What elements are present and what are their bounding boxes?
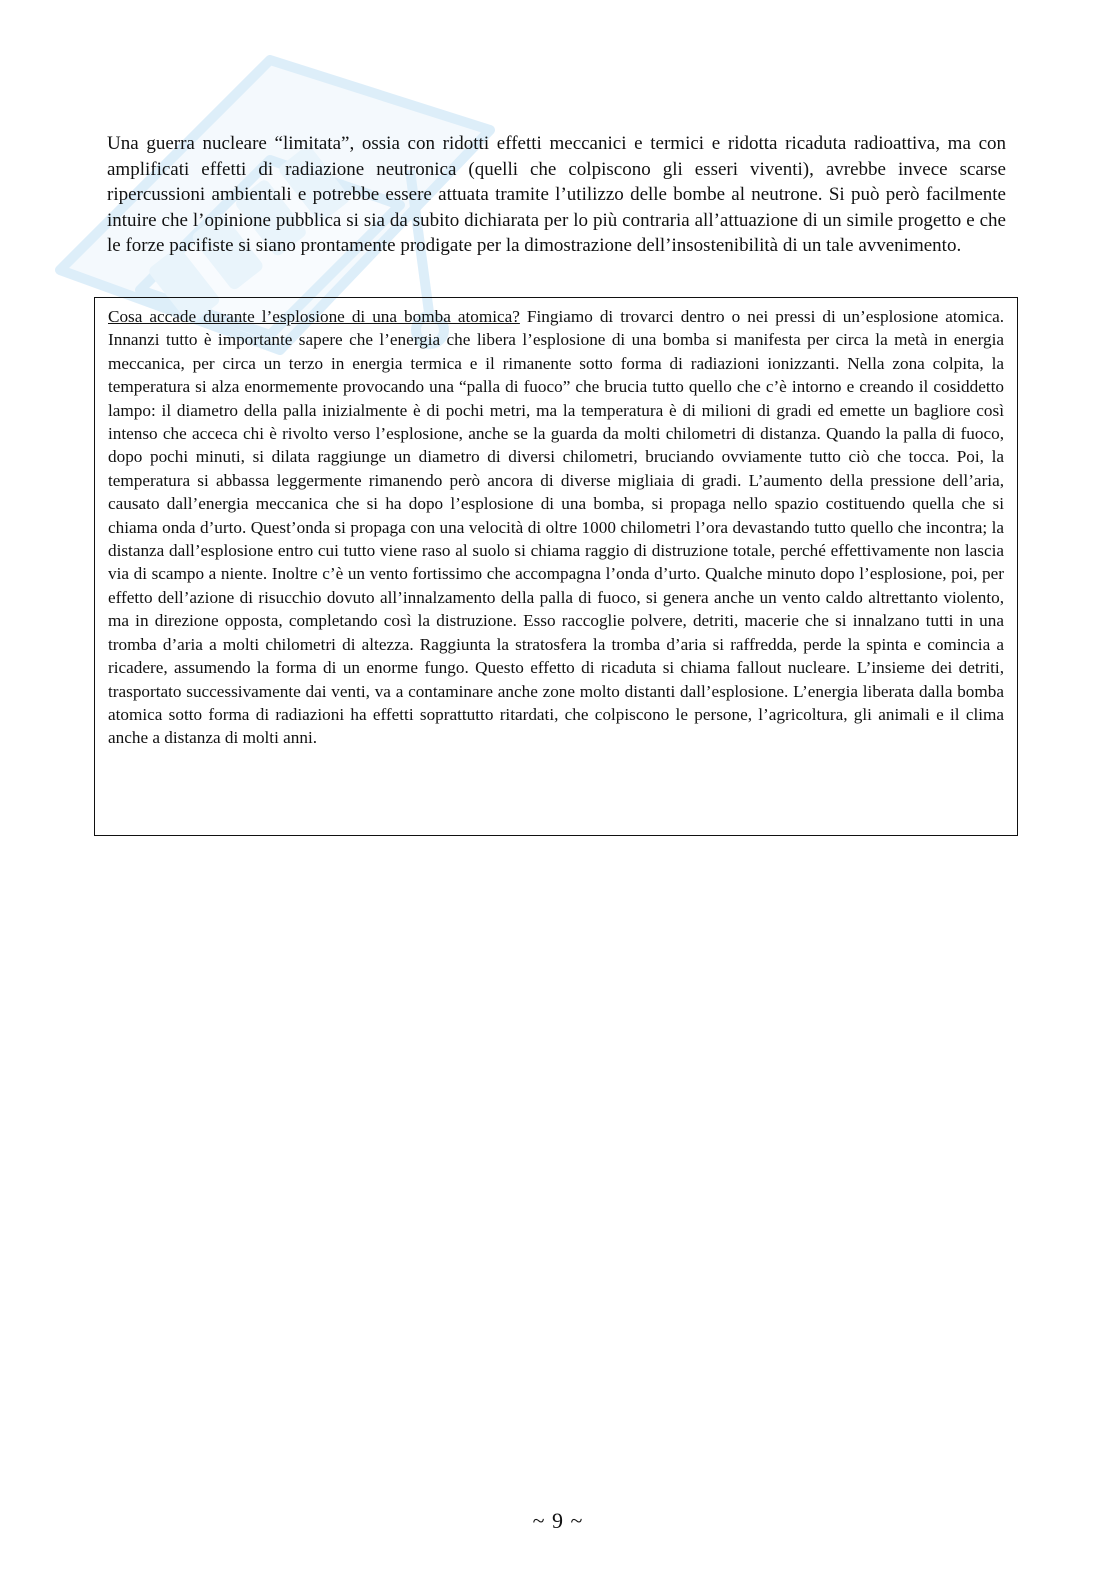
explanation-box	[94, 297, 1018, 836]
page-number: ~ 9 ~	[532, 1508, 584, 1533]
explanation-question: Cosa accade durante l’esplosione di una bomba atomica?	[108, 307, 520, 326]
explanation-body: Fingiamo di trovarci dentro o nei pressi di un’esplosione atomica. Innanzi tutto è importante sapere che l’energia che libera l’esplosione di una bomba si manifesta per circa la metà in energia meccanica, per circa un terzo in energia termica e il rimanente sotto forma di radiazioni ionizzanti. Nella zona colpita, la temperatura si alza enormemente provocando una “palla di fuoco” che brucia tutto quello che c’è intorno e creando il cosiddetto lampo: il diametro della palla inizialmente è di pochi metri, ma la temperatura è di milioni di gradi ed emette un bagliore così intenso che acceca chi è rivolto verso l’esplosione, anche se la guarda da molti chilometri di distanza. Quando la palla di fuoco, dopo pochi minuti, si dilata raggiunge un diametro di diversi chilometri, bruciando ovviamente tutto ciò che tocca. Poi, la temperatura si abbassa leggermente rimanendo però ancora di diverse migliaia di gradi. L’aumento della pressione dell’aria, causato dall’energia meccanica che si ha dopo l’esplosione di una bomba, si propaga nello spazio costituendo quella che si chiama onda d’urto. Quest’onda si propaga con una velocità di oltre 1000 chilometri l’ora devastando tutto quello che incontra; la distanza dall’esplosione entro cui tutto viene raso al suolo si chiama raggio di distruzione totale, perché effettivamente non lascia via di scampo a niente. Inoltre c’è un vento fortissimo che accompagna l’onda d’urto. Qualche minuto dopo l’esplosione, poi, per effetto dell’azione di risucchio dovuto all’innalzamento della palla di fuoco, si genera anche un vento caldo altrettanto violento, ma in direzione opposta, completando così la distruzione. Esso raccoglie polvere, detriti, macerie che si innalzano tutti in una tromba d’aria a molti chilometri di altezza. Raggiunta la stratosfera la tromba d’aria si raffredda, perde la spinta e comincia a ricadere, assumendo la forma di un enorme fungo. Questo effetto di ricaduta si chiama fallout nucleare. L’insieme dei detriti, trasportato successivamente dai venti, va a contaminare anche zone molto distanti dall’esplosione. L’energia liberata dalla bomba atomica sotto forma di radiazioni ha effetti soprattutto ritardati, che colpiscono le persone, l’agricoltura, gli animali e il clima anche a distanza di molti anni.	[108, 307, 1004, 748]
explanation-text	[108, 305, 1004, 750]
intro-paragraph: Una guerra nucleare “limitata”, ossia con ridotti effetti meccanici e termici e ridotta ricaduta radioattiva, ma con amplificati effetti di radiazione neutronica (quelli che colpiscono gli esseri viventi), avrebbe invece scarse ripercussioni ambientali e potrebbe essere attuata tramite l’utilizzo delle bombe al neutrone. Si può però facilmente intuire che l’opinione pubblica si sia da subito dichiarata per lo più contraria all’attuazione di un simile progetto e che le forze pacifiste si siano prontamente prodigate per la dimostrazione dell’insostenibilità di un tale avvenimento.	[107, 133, 1006, 256]
